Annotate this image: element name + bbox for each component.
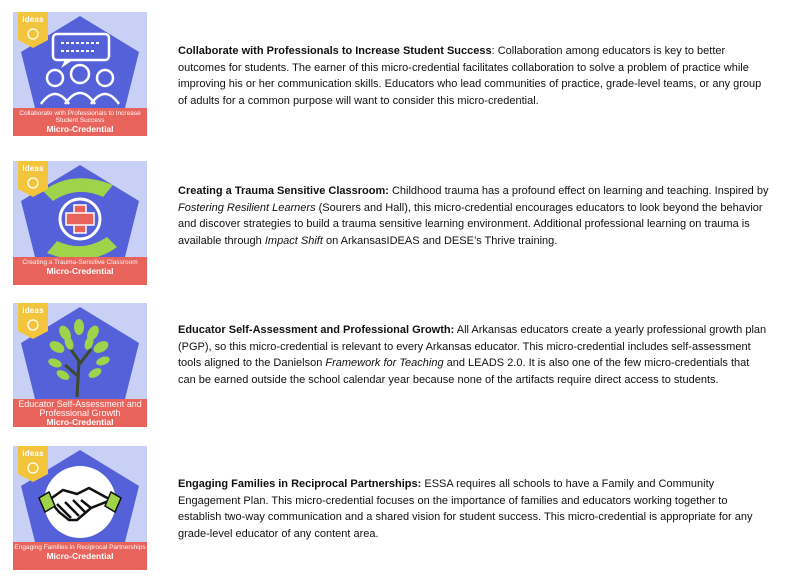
badge-subtitle: Creating a Trauma-Sensitive Classroom: [22, 259, 138, 266]
badge-label-band: [13, 257, 147, 285]
badge-label-band: [13, 542, 147, 570]
badge-subtitle: Educator Self-Assessment and Professional Growth: [18, 399, 142, 418]
micro-credential-badge: [13, 12, 147, 136]
badge-subtitle: Engaging Families in Reciprocal Partnerships: [14, 544, 146, 551]
entry-title: Educator Self-Assessment and Professional Growth:: [178, 324, 455, 336]
entry-body: All Arkansas educators create a yearly professional growth plan (PGP), so this micro-credential is relevant to every Arkansas educator. This micro-credential includes self-assessment tools aligned to the Danielson: [178, 324, 767, 369]
badge-footer: Micro-Credential: [46, 266, 114, 276]
entry-body: : Collaboration among educators is key to better outcomes for students. The earner of this micro-credential facilitates collaboration to solve a problem of practice while improving his or her communication skills. Educators who lead communities of practice, grade-level teams, or any group of adults for a common purpose will want to consider this micro-credential.: [178, 45, 762, 107]
micro-credential-badge: [13, 446, 147, 570]
entry-description: [178, 43, 770, 109]
entry-description: [178, 183, 770, 249]
entry-body: ESSA requires all schools to have a Family and Community Engagement Plan. This micro-credential focuses on the importance of families and educators working together to establish two-way communication and a shared vision for student success. This micro-credential is appropriate for any grade-level educator of any content area.: [178, 478, 753, 540]
entry-description: [178, 476, 770, 542]
entry-body: on ArkansasIDEAS and DESE’s Thrive training.: [322, 234, 558, 247]
entry-title: Engaging Families in Reciprocal Partnerships:: [178, 478, 422, 490]
ideas-logo: ideas: [22, 164, 44, 173]
framework-title: Framework for Teaching: [325, 357, 444, 369]
badge-footer: Micro-Credential: [46, 124, 114, 134]
ideas-logo: ideas: [22, 449, 44, 458]
micro-credential-badge: [13, 161, 147, 285]
entry-body: Childhood trauma has a profound effect on learning and teaching. Inspired by: [388, 185, 769, 197]
entry-body: (Sourers and Hall), this micro-credential encourages educators to look beyond the behavior and discover strategies to build a trauma sensitive learning environment. Additional professional learning on trauma is available through: [178, 201, 763, 247]
badge-label-band: [13, 399, 147, 427]
badge-footer: Micro-Credential: [46, 551, 114, 561]
course-title: Impact Shift: [264, 234, 323, 247]
entry-description: [178, 322, 770, 388]
ideas-logo: ideas: [22, 306, 44, 315]
entry-title: Collaborate with Professionals to Increase Student Success: [178, 45, 492, 57]
book-title: Fostering Resilient Learners: [178, 201, 316, 214]
micro-credential-badge: [13, 303, 147, 427]
entry-title: Creating a Trauma Sensitive Classroom:: [178, 185, 389, 197]
ideas-logo: ideas: [22, 15, 44, 24]
entry-body: and LEADS 2.0. It is also one of the few micro-credentials that can be earned outside the school calendar year because none of the artifacts require direct access to students.: [178, 357, 750, 386]
badge-subtitle: Collaborate with Professionals to Increase Student Success: [19, 110, 141, 124]
badge-footer: Micro-Credential: [46, 417, 114, 427]
badge-label-band: [13, 108, 147, 136]
